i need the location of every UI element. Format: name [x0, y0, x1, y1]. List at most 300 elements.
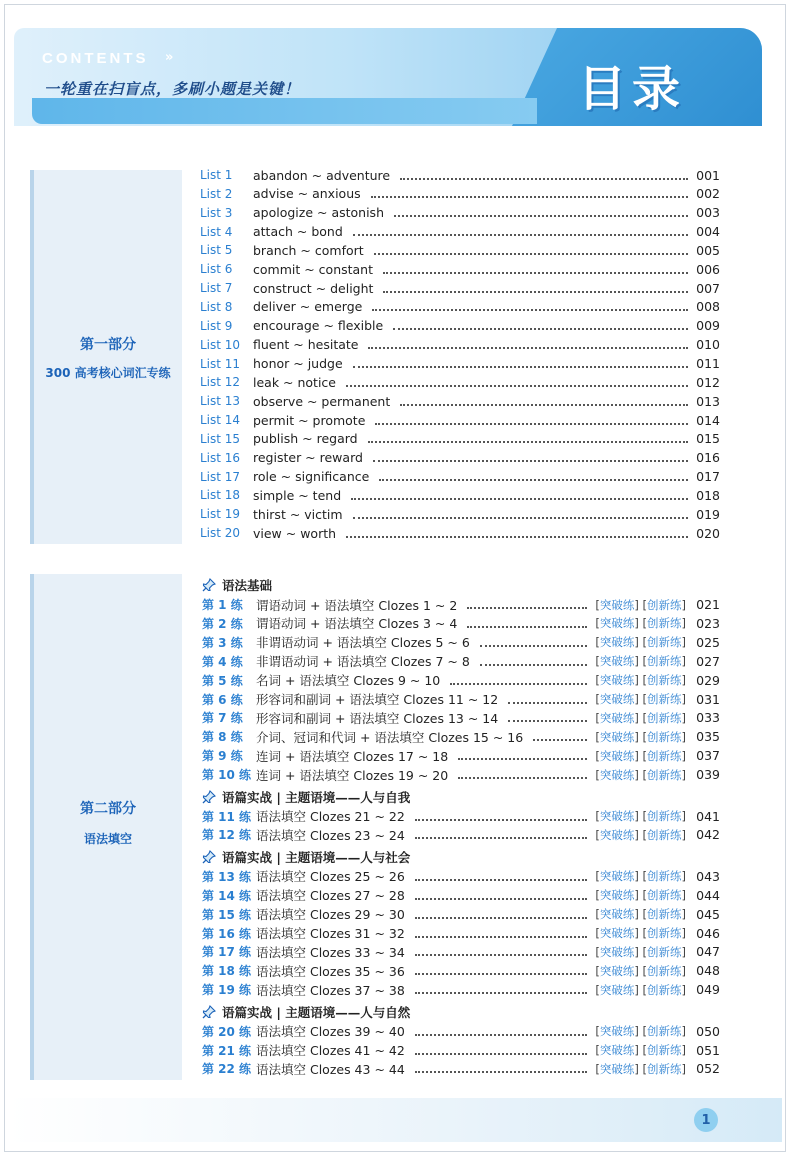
exercise-title: 语法填空 Clozes 37 ~ 38 [256, 982, 405, 998]
practice-tags: [突破练] [创新练] [595, 673, 686, 688]
page-ref: 012 [696, 374, 720, 390]
tag-tupo: 突破练 [599, 869, 635, 884]
page-ref: 018 [696, 487, 720, 503]
list-title: construct ~ delight [253, 280, 374, 296]
list-row[interactable] [200, 260, 720, 278]
tag-tupo: 突破练 [599, 926, 635, 940]
exercise-label: 第 22 练 [202, 1062, 252, 1077]
list-title: abandon ~ adventure [253, 167, 391, 183]
page-ref: 039 [696, 767, 720, 783]
list-label: List 18 [200, 488, 241, 503]
section-heading [202, 576, 272, 594]
part2-panel [30, 574, 182, 1080]
tag-chuangxin: 创新练 [647, 1061, 682, 1076]
page-ref: 019 [696, 506, 720, 522]
leader-dots [450, 682, 587, 685]
exercise-title: 名词 + 语法填空 Clozes 9 ~ 10 [256, 673, 441, 689]
tag-tupo: 突破练 [599, 654, 635, 669]
page-ref: 041 [696, 808, 720, 824]
exercise-label: 第 5 练 [202, 673, 243, 688]
tag-chuangxin: 创新练 [647, 982, 682, 997]
practice-tags: [突破练] [创新练] [595, 635, 686, 650]
tag-chuangxin: 创新练 [647, 673, 682, 688]
page-ref: 031 [696, 691, 720, 707]
part2-title: 第二部分 [80, 801, 136, 817]
page-ref: 048 [696, 963, 720, 979]
exercise-title: 语法填空 Clozes 25 ~ 26 [256, 869, 405, 885]
page-ref: 009 [696, 318, 720, 334]
tag-chuangxin: 创新练 [647, 963, 682, 978]
page-title: 目录 [578, 61, 687, 117]
list-label: List 16 [200, 450, 241, 465]
exercise-label: 第 12 练 [202, 828, 252, 843]
leader-dots [533, 738, 587, 741]
tag-tupo: 突破练 [599, 767, 635, 782]
leader-dots [415, 953, 588, 956]
leader-dots [371, 195, 688, 198]
exercise-row[interactable] [202, 962, 720, 980]
list-label: List 5 [200, 243, 233, 258]
list-title: branch ~ comfort [253, 242, 364, 258]
tag-chuangxin: 创新练 [647, 748, 682, 763]
exercise-row[interactable] [202, 1060, 720, 1078]
exercise-title: 语法填空 Clozes 41 ~ 42 [256, 1043, 405, 1058]
page-ref: 052 [696, 1061, 720, 1077]
section-heading [202, 1003, 410, 1021]
leader-dots [393, 327, 688, 330]
list-label: List 20 [200, 526, 241, 541]
leader-dots [415, 935, 588, 938]
page-ref: 046 [696, 925, 720, 941]
leader-dots [480, 644, 588, 647]
tag-chuangxin: 创新练 [647, 907, 682, 922]
exercise-row[interactable] [202, 652, 720, 670]
page-ref: 025 [696, 634, 720, 650]
list-label: List 10 [200, 337, 241, 352]
leader-dots [458, 776, 587, 779]
list-label: List 6 [200, 262, 233, 277]
list-row[interactable] [200, 279, 720, 297]
tag-tupo: 突破练 [599, 827, 635, 842]
list-title: attach ~ bond [253, 224, 343, 240]
leader-dots [346, 535, 688, 538]
tag-tupo: 突破练 [599, 635, 635, 650]
list-label: List 12 [200, 375, 241, 390]
exercise-title: 连词 + 语法填空 Clozes 17 ~ 18 [256, 748, 449, 764]
exercise-label: 第 7 练 [202, 711, 243, 726]
list-label: List 11 [200, 356, 241, 371]
page-ref: 013 [696, 393, 720, 409]
exercise-title: 语法填空 Clozes 33 ~ 34 [256, 944, 405, 960]
exercise-row[interactable] [202, 1022, 720, 1040]
list-label: List 4 [200, 224, 233, 239]
leader-dots [373, 459, 688, 462]
tag-tupo: 突破练 [599, 616, 635, 631]
exercise-label: 第 18 练 [202, 964, 252, 979]
tag-chuangxin: 创新练 [647, 616, 682, 631]
exercise-label: 第 15 练 [202, 907, 252, 922]
leader-dots [415, 878, 588, 881]
exercise-title: 谓语动词 + 语法填空 Clozes 3 ~ 4 [256, 616, 458, 632]
practice-tags: [突破练] [创新练] [595, 827, 686, 842]
practice-tags: [突破练] [创新练] [595, 654, 686, 669]
exercise-title: 非谓语动词 + 语法填空 Clozes 5 ~ 6 [256, 635, 470, 651]
list-row[interactable] [200, 204, 720, 222]
page-ref: 011 [696, 356, 720, 371]
tag-chuangxin: 创新练 [647, 1024, 682, 1039]
exercise-label: 第 10 练 [202, 768, 252, 783]
tag-tupo: 突破练 [599, 1043, 635, 1057]
leader-dots [508, 719, 587, 722]
leader-dots [400, 403, 688, 406]
exercise-row[interactable] [202, 807, 720, 825]
leader-dots [394, 214, 688, 217]
exercise-row[interactable] [202, 709, 720, 727]
tag-chuangxin: 创新练 [647, 888, 682, 903]
tag-tupo: 突破练 [599, 888, 635, 903]
practice-tags: [突破练] [创新练] [595, 1043, 686, 1057]
tag-tupo: 突破练 [599, 692, 635, 706]
practice-tags: [突破练] [创新练] [595, 944, 686, 959]
page-ref: 004 [696, 224, 720, 240]
leader-dots [346, 384, 688, 387]
page-ref: 042 [696, 827, 720, 843]
section-heading [202, 788, 410, 806]
practice-tags: [突破练] [创新练] [595, 926, 686, 940]
leader-dots [508, 701, 587, 704]
list-label: List 17 [200, 469, 241, 484]
list-title: permit ~ promote [253, 412, 366, 428]
page-ref: 044 [696, 887, 720, 903]
exercise-title: 语法填空 Clozes 29 ~ 30 [256, 907, 405, 923]
tag-tupo: 突破练 [599, 982, 635, 997]
page-ref: 005 [696, 242, 720, 258]
practice-tags: [突破练] [创新练] [595, 748, 686, 763]
exercise-row[interactable] [202, 671, 720, 689]
leader-dots [383, 290, 688, 293]
list-row[interactable] [200, 166, 720, 184]
list-row[interactable] [200, 373, 720, 391]
tag-tupo: 突破练 [599, 944, 635, 959]
exercise-row[interactable] [202, 905, 720, 923]
practice-tags: [突破练] [创新练] [595, 963, 686, 978]
exercise-row[interactable] [202, 614, 720, 632]
exercise-label: 第 11 练 [202, 809, 252, 824]
list-title: fluent ~ hesitate [253, 337, 359, 353]
list-title: advise ~ anxious [253, 186, 361, 202]
leader-dots [415, 991, 588, 994]
page-ref: 037 [696, 748, 720, 764]
page-ref: 035 [696, 729, 720, 745]
tag-tupo: 突破练 [599, 597, 635, 612]
pushpin-icon [202, 790, 216, 804]
list-row[interactable] [200, 524, 720, 542]
tag-chuangxin: 创新练 [647, 692, 682, 706]
tag-tupo: 突破练 [599, 710, 635, 725]
tag-tupo: 突破练 [599, 729, 635, 744]
exercise-title: 非谓语动词 + 语法填空 Clozes 7 ~ 8 [256, 654, 470, 670]
leader-dots [368, 346, 688, 349]
exercise-label: 第 9 练 [202, 749, 243, 764]
tag-chuangxin: 创新练 [647, 944, 682, 959]
part1-title: 第一部分 [80, 337, 136, 353]
contents-arrows: » [165, 50, 174, 65]
practice-tags: [突破练] [创新练] [595, 729, 686, 744]
page-ref: 027 [696, 653, 720, 669]
exercise-row[interactable] [202, 826, 720, 844]
exercise-title: 谓语动词 + 语法填空 Clozes 1 ~ 2 [256, 597, 458, 613]
page-number: 1 [694, 1108, 718, 1132]
list-row[interactable] [200, 336, 720, 354]
list-row[interactable] [200, 241, 720, 259]
tag-chuangxin: 创新练 [647, 869, 682, 884]
leader-dots [415, 818, 588, 821]
exercise-title: 语法填空 Clozes 39 ~ 40 [256, 1024, 405, 1040]
practice-tags: [突破练] [创新练] [595, 888, 686, 903]
tag-chuangxin: 创新练 [647, 597, 682, 612]
tag-tupo: 突破练 [599, 1024, 635, 1039]
exercise-row[interactable] [202, 943, 720, 961]
exercise-row[interactable] [202, 867, 720, 885]
list-title: role ~ significance [253, 469, 370, 485]
list-label: List 8 [200, 299, 233, 314]
list-label: List 3 [200, 205, 233, 220]
part1-subtitle: 300 高考核心词汇专练 [45, 366, 171, 380]
page-ref: 021 [696, 597, 720, 612]
exercise-row[interactable] [202, 747, 720, 765]
list-title: simple ~ tend [253, 487, 342, 503]
exercise-row[interactable] [202, 924, 720, 942]
practice-tags: [突破练] [创新练] [595, 597, 686, 612]
list-title: leak ~ notice [253, 374, 336, 390]
page-ref: 049 [696, 982, 720, 998]
tag-tupo: 突破练 [599, 809, 635, 823]
list-label: List 1 [200, 168, 233, 182]
exercise-title: 介词、冠词和代词 + 语法填空 Clozes 15 ~ 16 [256, 729, 524, 745]
page-ref: 007 [696, 280, 720, 296]
part1-panel [30, 170, 182, 544]
contents-label: CONTENTS [42, 50, 149, 67]
list-row[interactable] [200, 392, 720, 410]
leader-dots [379, 478, 688, 481]
section-heading-text: 语篇实战 | 主题语境——人与社会 [222, 849, 411, 865]
part2-subtitle: 语法填空 [83, 832, 132, 846]
exercise-label: 第 2 练 [202, 616, 243, 631]
tag-tupo: 突破练 [599, 748, 635, 763]
tag-chuangxin: 创新练 [647, 654, 682, 669]
page-ref: 047 [696, 944, 720, 960]
leader-dots [372, 308, 688, 311]
page-ref: 014 [696, 412, 720, 428]
page-ref: 015 [696, 431, 720, 447]
list-title: publish ~ regard [253, 431, 358, 447]
list-title: register ~ reward [253, 450, 363, 466]
leader-dots [415, 972, 588, 975]
leader-dots [415, 1052, 588, 1055]
practice-tags: [突破练] [创新练] [595, 809, 686, 823]
leader-dots [383, 271, 688, 274]
list-row[interactable] [200, 486, 720, 504]
tag-chuangxin: 创新练 [647, 827, 682, 842]
page-ref: 020 [696, 525, 720, 541]
exercise-label: 第 13 练 [202, 869, 252, 884]
list-label: List 19 [200, 507, 241, 522]
practice-tags: [突破练] [创新练] [595, 616, 686, 631]
tag-tupo: 突破练 [599, 673, 635, 688]
list-title: view ~ worth [253, 525, 337, 541]
practice-tags: [突破练] [创新练] [595, 1024, 686, 1039]
practice-tags: [突破练] [创新练] [595, 907, 686, 922]
leader-dots [415, 897, 588, 900]
page-ref: 029 [696, 672, 720, 688]
list-row[interactable] [200, 468, 720, 486]
exercise-row[interactable] [202, 981, 720, 999]
exercise-label: 第 19 练 [202, 983, 252, 998]
pushpin-icon [202, 1005, 216, 1019]
practice-tags: [突破练] [创新练] [595, 982, 686, 997]
exercise-title: 语法填空 Clozes 27 ~ 28 [256, 888, 405, 904]
page-ref: 001 [696, 167, 720, 183]
leader-dots [400, 177, 688, 180]
page-ref: 043 [696, 868, 720, 884]
tag-chuangxin: 创新练 [647, 710, 682, 725]
exercise-label: 第 20 练 [202, 1024, 252, 1039]
exercise-label: 第 17 练 [202, 945, 252, 960]
leader-dots [467, 625, 587, 628]
pushpin-icon [202, 850, 216, 864]
leader-dots [467, 606, 587, 609]
leader-dots [458, 757, 587, 760]
list-row[interactable] [200, 298, 720, 316]
list-title: observe ~ permanent [253, 393, 391, 409]
list-row[interactable] [200, 505, 720, 523]
page-ref: 033 [696, 710, 720, 726]
list-title: honor ~ judge [253, 356, 343, 371]
leader-dots [415, 1033, 588, 1036]
tag-chuangxin: 创新练 [647, 635, 682, 650]
exercise-title: 语法填空 Clozes 31 ~ 32 [256, 926, 405, 941]
exercise-label: 第 3 练 [202, 635, 243, 650]
list-row[interactable] [200, 355, 720, 373]
list-row[interactable] [200, 411, 720, 429]
page-ref: 045 [696, 906, 720, 922]
leader-dots [415, 916, 588, 919]
exercise-title: 语法填空 Clozes 23 ~ 24 [256, 827, 405, 843]
tag-chuangxin: 创新练 [647, 1043, 682, 1057]
leader-dots [375, 422, 688, 425]
page-ref: 016 [696, 450, 720, 466]
section-heading [202, 848, 410, 866]
section-heading-text: 语篇实战 | 主题语境——人与自然 [222, 1004, 411, 1020]
list-title: apologize ~ astonish [253, 205, 384, 221]
list-row[interactable] [200, 449, 720, 467]
exercise-label: 第 8 练 [202, 730, 243, 745]
banner-slogan-stripe [32, 98, 537, 124]
tag-chuangxin: 创新练 [647, 926, 682, 940]
leader-dots [353, 365, 688, 368]
list-row[interactable] [200, 223, 720, 241]
exercise-row[interactable] [202, 766, 720, 784]
list-title: deliver ~ emerge [253, 299, 363, 315]
page-ref: 002 [696, 186, 720, 202]
page-ref: 010 [696, 337, 720, 353]
tag-tupo: 突破练 [599, 907, 635, 922]
exercise-title: 形容词和副词 + 语法填空 Clozes 11 ~ 12 [256, 692, 499, 707]
list-row[interactable] [200, 317, 720, 335]
exercise-row[interactable] [202, 690, 720, 708]
tag-tupo: 突破练 [599, 1061, 635, 1076]
exercise-row[interactable] [202, 1041, 720, 1059]
list-title: commit ~ constant [253, 261, 374, 277]
exercise-label: 第 14 练 [202, 888, 252, 903]
exercise-title: 语法填空 Clozes 21 ~ 22 [256, 809, 405, 824]
leader-dots [351, 497, 688, 500]
exercise-label: 第 4 练 [202, 654, 243, 669]
exercise-row[interactable] [202, 633, 720, 651]
page-ref: 050 [696, 1023, 720, 1039]
slogan: 一轮重在扫盲点，多刷小题是关键！ [44, 80, 301, 98]
tag-chuangxin: 创新练 [647, 767, 682, 782]
practice-tags: [突破练] [创新练] [595, 692, 686, 706]
leader-dots [353, 233, 688, 236]
tag-chuangxin: 创新练 [647, 809, 682, 823]
practice-tags: [突破练] [创新练] [595, 1061, 686, 1076]
page-ref: 023 [696, 615, 720, 631]
exercise-title: 语法填空 Clozes 43 ~ 44 [256, 1061, 405, 1077]
page-ref: 006 [696, 261, 720, 277]
list-row[interactable] [200, 185, 720, 203]
tag-chuangxin: 创新练 [647, 729, 682, 744]
exercise-label: 第 6 练 [202, 692, 243, 707]
exercise-label: 第 21 练 [202, 1043, 252, 1058]
page-ref: 008 [696, 299, 720, 315]
exercise-label: 第 16 练 [202, 926, 252, 941]
section-heading-text: 语法基础 [222, 578, 273, 593]
leader-dots [415, 836, 588, 839]
footer-band [8, 1098, 782, 1142]
list-row[interactable] [200, 430, 720, 448]
list-label: List 7 [200, 281, 233, 296]
tag-tupo: 突破练 [599, 963, 635, 978]
page-ref: 051 [696, 1042, 720, 1058]
list-label: List 9 [200, 318, 233, 333]
exercise-title: 连词 + 语法填空 Clozes 19 ~ 20 [256, 767, 449, 783]
page-ref: 003 [696, 205, 720, 221]
exercise-row[interactable] [202, 596, 720, 614]
exercise-title: 形容词和副词 + 语法填空 Clozes 13 ~ 14 [256, 710, 499, 726]
leader-dots [368, 440, 688, 443]
practice-tags: [突破练] [创新练] [595, 767, 686, 782]
leader-dots [415, 1070, 588, 1073]
practice-tags: [突破练] [创新练] [595, 710, 686, 725]
section-heading-text: 语篇实战 | 主题语境——人与自我 [222, 789, 411, 805]
list-label: List 15 [200, 431, 241, 446]
list-label: List 14 [200, 413, 241, 428]
practice-tags: [突破练] [创新练] [595, 869, 686, 884]
leader-dots [353, 516, 688, 519]
exercise-row[interactable] [202, 886, 720, 904]
exercise-label: 第 1 练 [202, 598, 243, 612]
pushpin-icon [202, 578, 216, 592]
list-title: thirst ~ victim [253, 506, 343, 522]
list-label: List 2 [200, 186, 233, 201]
list-label: List 13 [200, 394, 241, 409]
exercise-row[interactable] [202, 728, 720, 746]
exercise-title: 语法填空 Clozes 35 ~ 36 [256, 963, 405, 979]
leader-dots [374, 252, 688, 255]
leader-dots [480, 663, 588, 666]
page-ref: 017 [696, 469, 720, 485]
